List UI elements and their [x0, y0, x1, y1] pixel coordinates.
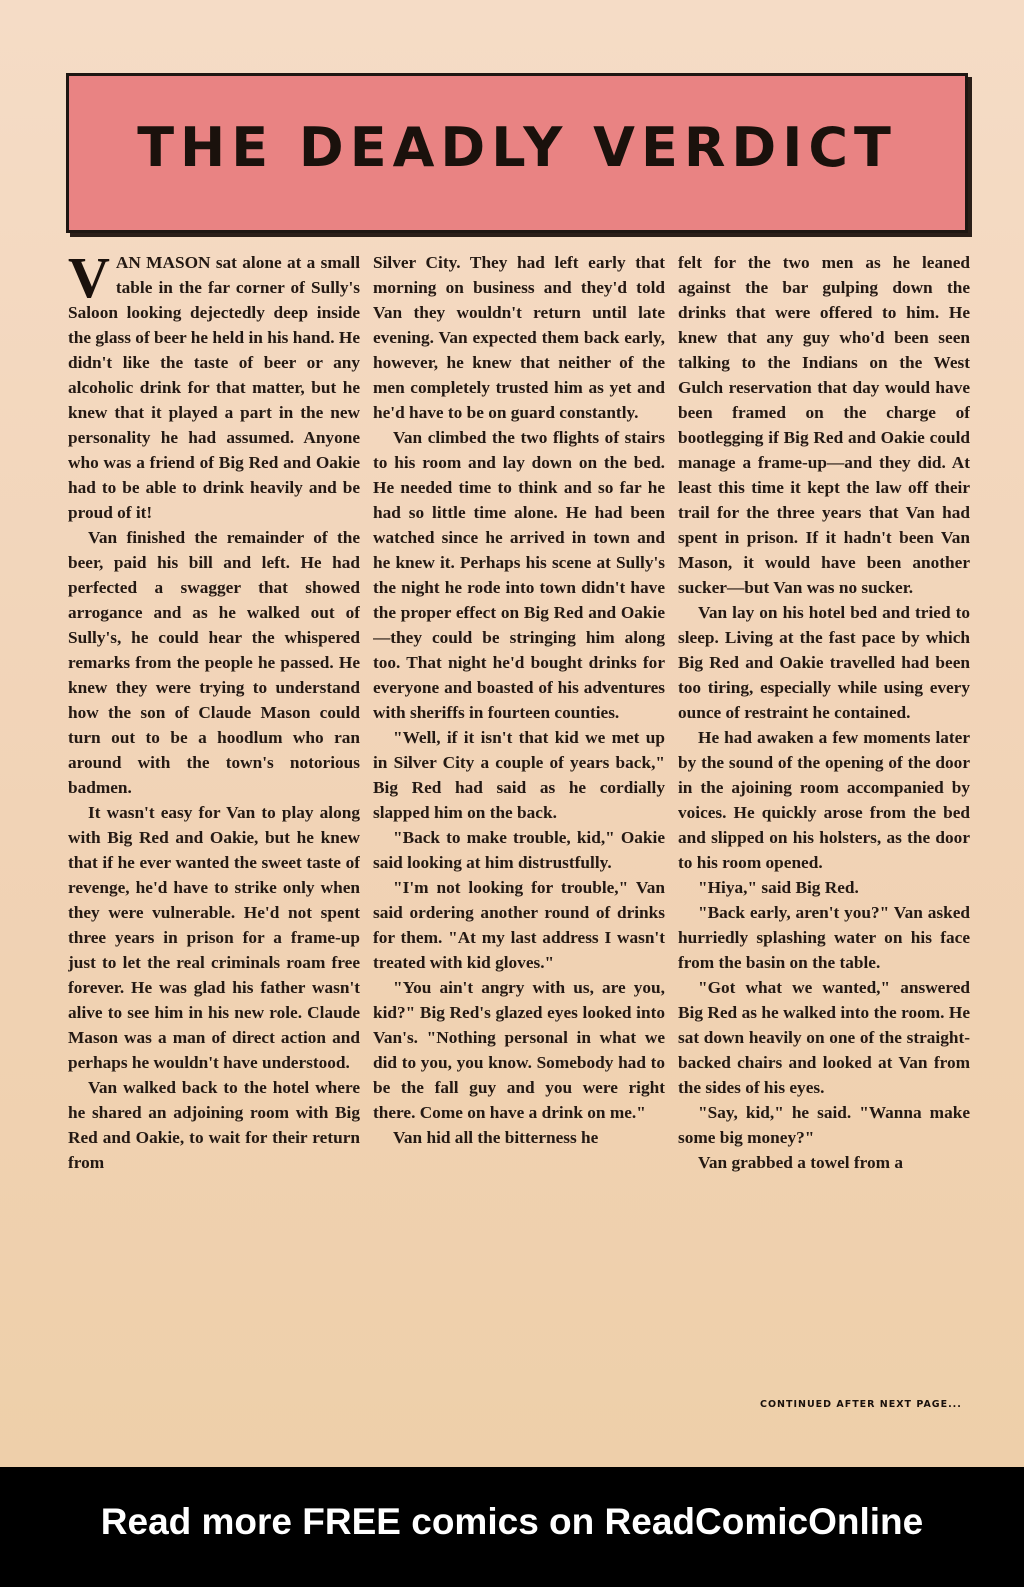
- text-column-1: [68, 250, 360, 1175]
- paragraph: "Well, if it isn't that kid we met up in Silver City a couple of years back," Big Red had said as he cordially slapped him on the back.: [373, 728, 665, 822]
- paragraph: "I'm not looking for trouble," Van said ordering another round of drinks for them. "At my last address I wasn't treated with kid gloves.": [373, 878, 665, 972]
- paragraph: Van lay on his hotel bed and tried to sleep. Living at the fast pace by which Big Red and Oakie travelled had been too tiring, especially while using every ounce of restraint he contained.: [678, 603, 970, 722]
- footer-link-text[interactable]: Read more FREE comics on ReadComicOnline: [100, 1501, 924, 1542]
- paragraph: Van grabbed a towel from a: [698, 1153, 903, 1172]
- paragraph: Van walked back to the hotel where he shared an adjoining room with Big Red and Oakie, to wait for their return from: [68, 1078, 360, 1172]
- paragraph: felt for the two men as he leaned against the bar gulping down the drinks that were offered to him. He knew that any guy who'd been seen talking to the Indians on the West Gulch reservation that day would have been framed on the charge of bootlegging if Big Red and Oakie could manage a frame-up—and they did. At least this time it kept the law off their trail for the three years that Van had spent in prison. If it hadn't been Van Mason, it would have been another sucker—but Van was no sucker.: [678, 253, 970, 597]
- drop-cap: V: [68, 250, 110, 310]
- text-column-2: [373, 250, 665, 1150]
- paragraph: "Back early, aren't you?" Van asked hurriedly splashing water on his face from the basin on the table.: [678, 903, 970, 972]
- paragraph: [68, 250, 360, 525]
- paragraph: "Got what we wanted," answered Big Red as he walked into the room. He sat down heavily on one of the straight-backed chairs and looked at Van from the sides of his eyes.: [678, 978, 970, 1097]
- text-column-3: [678, 250, 970, 1175]
- paragraph: "Say, kid," he said. "Wanna make some big money?": [678, 1103, 970, 1147]
- paragraph: "You ain't angry with us, are you, kid?" Big Red's glazed eyes looked into Van's. "Nothing personal in what we did to you, you know. Somebody had to be the fall guy and you were right there. Come on have a drink on me.": [373, 978, 665, 1122]
- paragraph: Van hid all the bitterness he: [393, 1128, 599, 1147]
- paragraph: Silver City. They had left early that morning on business and they'd told Van they wouldn't return until late evening. Van expected them back early, however, he knew that neither of the men completely trusted him as yet and he'd have to be on guard constantly.: [373, 253, 665, 422]
- continued-note: CONTINUED AFTER NEXT PAGE...: [760, 1399, 962, 1410]
- paragraph: Van finished the remainder of the beer, paid his bill and left. He had perfected a swagger that showed arrogance and as he walked out of Sully's, he could hear the whispered remarks from the people he passed. He knew they were trying to understand how the son of Claude Mason could turn out to be a hoodlum who ran around with the town's notorious badmen.: [68, 528, 360, 797]
- paragraph: "Back to make trouble, kid," Oakie said looking at him distrustfully.: [373, 828, 665, 872]
- paragraph: It wasn't easy for Van to play along with Big Red and Oakie, but he knew that if he ever wanted the sweet taste of revenge, he'd have to strike only when they were vulnerable. He'd not spent three years in prison for a frame-up just to let the real criminals roam free forever. He was glad his father wasn't alive to see him in his new role. Claude Mason was a man of direct action and perhaps he wouldn't have understood.: [68, 803, 360, 1072]
- story-title: THE DEADLY VERDICT: [137, 116, 897, 179]
- paragraph: "Hiya," said Big Red.: [698, 878, 859, 897]
- paragraph: He had awaken a few moments later by the sound of the opening of the door in the ajoining room accompanied by voices. He quickly arose from the bed and slipped on his holsters, as the door to his room opened.: [678, 728, 970, 872]
- paragraph-text: AN MASON sat alone at a small table in the far corner of Sully's Saloon looking dejectedly deep inside the glass of beer he held in his hand. He didn't like the taste of beer or any alcoholic drink for that matter, but he knew that it played a part in the new personality he had assumed. Anyone who was a friend of Big Red and Oakie had to be able to drink heavily and be proud of it!: [68, 253, 360, 522]
- title-banner: [66, 73, 968, 233]
- footer-banner[interactable]: [0, 1467, 1024, 1587]
- paragraph: Van climbed the two flights of stairs to his room and lay down on the bed. He needed time to think and so far he had so little time alone. He had been watched since he arrived in town and he knew it. Perhaps his scene at Sully's the night he rode into town didn't have the proper effect on Big Red and Oakie—they could be stringing him along too. That night he'd bought drinks for everyone and boasted of his adventures with sheriffs in fourteen counties.: [373, 428, 665, 722]
